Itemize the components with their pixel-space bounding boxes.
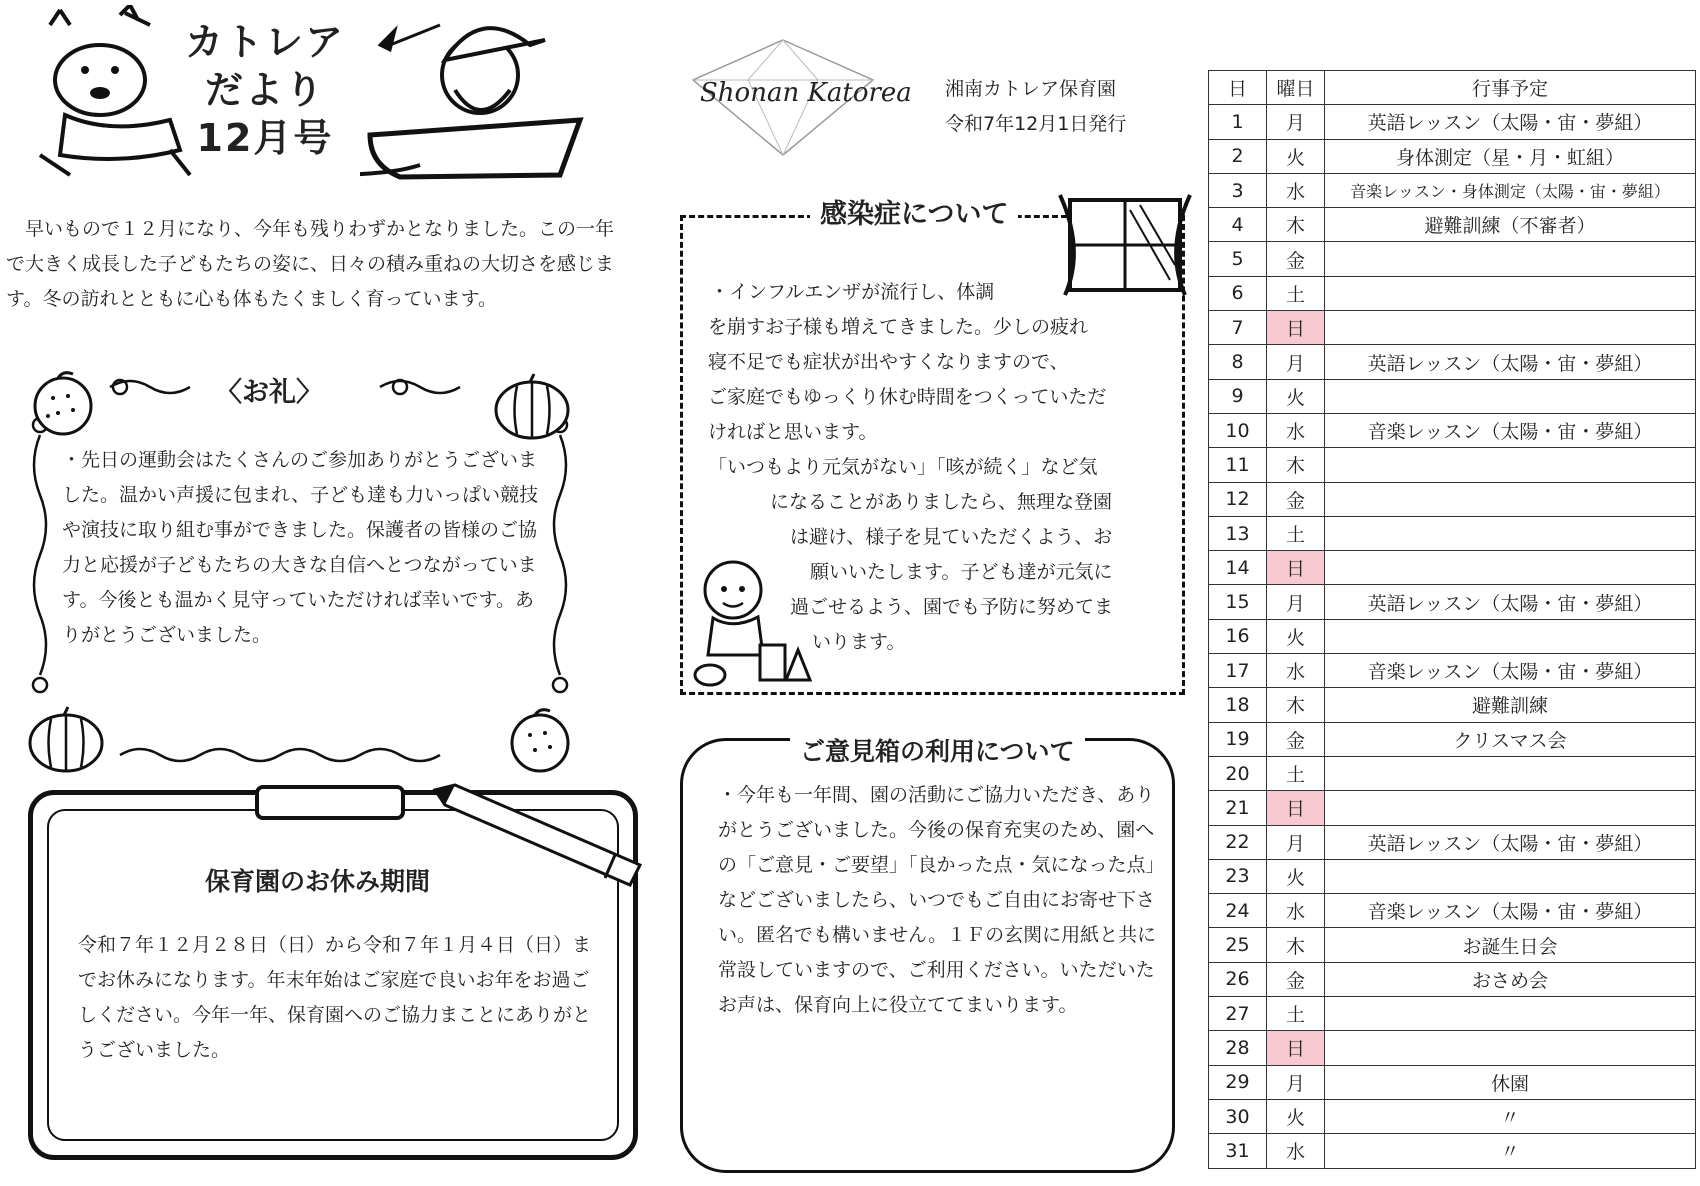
table-row bbox=[1209, 585, 1696, 619]
day-cell: 21 bbox=[1209, 791, 1267, 825]
weekday-cell: 土 bbox=[1267, 997, 1325, 1031]
infection-line: 寝不足でも症状が出やすくなりますので、 bbox=[708, 351, 1069, 373]
header-weekday: 曜日 bbox=[1267, 71, 1325, 105]
table-row bbox=[1209, 1031, 1696, 1065]
window-curtain-icon bbox=[1055, 190, 1195, 300]
issue-date: 令和7年12月1日発行 bbox=[945, 113, 1127, 135]
event-cell: 英語レッスン（太陽・宙・夢組） bbox=[1325, 825, 1696, 859]
day-cell: 7 bbox=[1209, 311, 1267, 345]
event-cell: 〃 bbox=[1325, 1099, 1696, 1133]
day-cell: 30 bbox=[1209, 1099, 1267, 1133]
pumpkin-icon bbox=[492, 372, 572, 442]
weekday-cell: 土 bbox=[1267, 756, 1325, 790]
event-cell: 音楽レッスン（太陽・宙・夢組） bbox=[1325, 654, 1696, 688]
day-cell: 13 bbox=[1209, 516, 1267, 550]
weekday-cell: 金 bbox=[1267, 962, 1325, 996]
intro-paragraph: 早いもので１２月になり、今年も残りわずかとなりました。この一年で大きく成長した子どもたちの姿に、日々の積み重ねの大切さを感じます。冬の訪れとともに心も体もたくましく育っています。 bbox=[6, 218, 615, 310]
weekday-cell: 金 bbox=[1267, 722, 1325, 756]
day-cell: 14 bbox=[1209, 551, 1267, 585]
event-cell: 英語レッスン（太陽・宙・夢組） bbox=[1325, 105, 1696, 139]
day-cell: 10 bbox=[1209, 413, 1267, 447]
event-cell bbox=[1325, 516, 1696, 550]
infection-line: 「いつもより元気がない」「咳が続く」など気 bbox=[708, 456, 1098, 478]
table-row bbox=[1209, 242, 1696, 276]
weekday-cell: 木 bbox=[1267, 448, 1325, 482]
table-row bbox=[1209, 379, 1696, 413]
table-row bbox=[1209, 482, 1696, 516]
day-cell: 29 bbox=[1209, 1065, 1267, 1099]
event-cell bbox=[1325, 997, 1696, 1031]
event-cell: 〃 bbox=[1325, 1134, 1696, 1168]
day-cell: 6 bbox=[1209, 276, 1267, 310]
day-cell: 4 bbox=[1209, 208, 1267, 242]
title-line: カトレア bbox=[184, 20, 345, 64]
weekday-cell: 水 bbox=[1267, 894, 1325, 928]
day-cell: 9 bbox=[1209, 379, 1267, 413]
event-cell: 音楽レッスン（太陽・宙・夢組） bbox=[1325, 413, 1696, 447]
table-row bbox=[1209, 516, 1696, 550]
weekday-cell: 水 bbox=[1267, 654, 1325, 688]
event-cell bbox=[1325, 379, 1696, 413]
infection-line: になることがありましたら、無理な登園 bbox=[770, 491, 1113, 513]
table-row bbox=[1209, 1099, 1696, 1133]
infection-line: ご家庭でもゆっくり休む時間をつくっていただ bbox=[708, 386, 1107, 408]
infection-title: 感染症について bbox=[810, 192, 1018, 231]
event-cell: 避難訓練 bbox=[1325, 688, 1696, 722]
event-cell: 避難訓練（不審者） bbox=[1325, 208, 1696, 242]
weekday-cell: 金 bbox=[1267, 482, 1325, 516]
day-cell: 16 bbox=[1209, 619, 1267, 653]
event-cell bbox=[1325, 1031, 1696, 1065]
weekday-cell: 月 bbox=[1267, 345, 1325, 379]
table-row bbox=[1209, 859, 1696, 893]
table-row bbox=[1209, 756, 1696, 790]
event-cell: 英語レッスン（太陽・宙・夢組） bbox=[1325, 345, 1696, 379]
event-cell: 英語レッスン（太陽・宙・夢組） bbox=[1325, 585, 1696, 619]
table-row bbox=[1209, 1134, 1696, 1168]
day-cell: 12 bbox=[1209, 482, 1267, 516]
day-cell: 25 bbox=[1209, 928, 1267, 962]
infection-line: は避け、様子を見ていただくよう、お bbox=[790, 526, 1113, 548]
table-row bbox=[1209, 791, 1696, 825]
weekday-cell: 金 bbox=[1267, 242, 1325, 276]
day-cell: 27 bbox=[1209, 997, 1267, 1031]
table-row bbox=[1209, 688, 1696, 722]
day-cell: 11 bbox=[1209, 448, 1267, 482]
day-cell: 18 bbox=[1209, 688, 1267, 722]
table-row bbox=[1209, 619, 1696, 653]
table-row bbox=[1209, 276, 1696, 310]
pencil-icon bbox=[425, 780, 645, 890]
weekday-cell: 月 bbox=[1267, 585, 1325, 619]
event-cell: 身体測定（星・月・虹組） bbox=[1325, 139, 1696, 173]
table-row bbox=[1209, 173, 1696, 207]
weekday-cell: 土 bbox=[1267, 516, 1325, 550]
weekday-cell: 火 bbox=[1267, 139, 1325, 173]
title-line: 12月号 bbox=[196, 116, 334, 160]
event-cell bbox=[1325, 791, 1696, 825]
opinion-title: ご意見箱の利用について bbox=[790, 732, 1085, 768]
weekday-cell: 木 bbox=[1267, 928, 1325, 962]
weekday-cell: 火 bbox=[1267, 379, 1325, 413]
day-cell: 17 bbox=[1209, 654, 1267, 688]
table-row bbox=[1209, 1065, 1696, 1099]
org-name: 湘南カトレア保育園 bbox=[945, 78, 1117, 100]
table-row bbox=[1209, 997, 1696, 1031]
day-cell: 26 bbox=[1209, 962, 1267, 996]
day-cell: 23 bbox=[1209, 859, 1267, 893]
infection-line: 過ごせるよう、園でも予防に努めてま bbox=[790, 596, 1114, 618]
holiday-title: 保育園のお休み期間 bbox=[205, 867, 431, 896]
event-cell bbox=[1325, 859, 1696, 893]
weekday-cell: 水 bbox=[1267, 1134, 1325, 1168]
day-cell: 5 bbox=[1209, 242, 1267, 276]
newsletter-title bbox=[150, 18, 380, 162]
infection-line: 願いいたします。子ども達が元気に bbox=[810, 561, 1113, 583]
header-day: 日 bbox=[1209, 71, 1267, 105]
infection-line: ければと思います。 bbox=[708, 421, 878, 443]
santa-sleigh-icon bbox=[360, 5, 610, 185]
table-row bbox=[1209, 825, 1696, 859]
weekday-cell: 月 bbox=[1267, 105, 1325, 139]
event-cell: おさめ会 bbox=[1325, 962, 1696, 996]
event-cell bbox=[1325, 756, 1696, 790]
weekday-cell: 日 bbox=[1267, 1031, 1325, 1065]
weekday-cell: 火 bbox=[1267, 859, 1325, 893]
day-cell: 20 bbox=[1209, 756, 1267, 790]
table-row bbox=[1209, 894, 1696, 928]
table-row bbox=[1209, 345, 1696, 379]
pumpkin-icon bbox=[26, 705, 106, 775]
weekday-cell: 月 bbox=[1267, 1065, 1325, 1099]
event-cell: 音楽レッスン（太陽・宙・夢組） bbox=[1325, 894, 1696, 928]
tangerine-icon bbox=[505, 705, 575, 775]
table-row bbox=[1209, 551, 1696, 585]
table-row bbox=[1209, 311, 1696, 345]
day-cell: 24 bbox=[1209, 894, 1267, 928]
schedule-table bbox=[1208, 70, 1696, 1169]
weekday-cell: 木 bbox=[1267, 208, 1325, 242]
day-cell: 19 bbox=[1209, 722, 1267, 756]
table-row bbox=[1209, 105, 1696, 139]
day-cell: 28 bbox=[1209, 1031, 1267, 1065]
thanks-body: ・先日の運動会はたくさんのご参加ありがとうございました。温かい声援に包まれ、子ども達も力いっぱい競技や演技に取り組む事ができました。保護者の皆様のご協力と応援が子どもたちの大きな自信へとつながっています。今後とも温かく見守っていただければ幸いです。ありがとうございました。 bbox=[62, 449, 539, 646]
weekday-cell: 水 bbox=[1267, 173, 1325, 207]
table-row bbox=[1209, 413, 1696, 447]
table-row bbox=[1209, 208, 1696, 242]
weekday-cell: 日 bbox=[1267, 311, 1325, 345]
weekday-cell: 土 bbox=[1267, 276, 1325, 310]
weekday-cell: 木 bbox=[1267, 688, 1325, 722]
day-cell: 31 bbox=[1209, 1134, 1267, 1168]
event-cell: お誕生日会 bbox=[1325, 928, 1696, 962]
event-cell bbox=[1325, 448, 1696, 482]
weekday-cell: 水 bbox=[1267, 413, 1325, 447]
table-row bbox=[1209, 139, 1696, 173]
header-event: 行事予定 bbox=[1325, 71, 1696, 105]
weekday-cell: 月 bbox=[1267, 825, 1325, 859]
day-cell: 22 bbox=[1209, 825, 1267, 859]
event-cell: 休園 bbox=[1325, 1065, 1696, 1099]
event-cell bbox=[1325, 619, 1696, 653]
day-cell: 8 bbox=[1209, 345, 1267, 379]
thanks-title: 〈お礼〉 bbox=[215, 377, 323, 408]
day-cell: 2 bbox=[1209, 139, 1267, 173]
event-cell: クリスマス会 bbox=[1325, 722, 1696, 756]
org-info bbox=[945, 72, 1126, 142]
weekday-cell: 火 bbox=[1267, 619, 1325, 653]
event-cell: 音楽レッスン・身体測定（太陽・宙・夢組） bbox=[1325, 173, 1696, 207]
table-row bbox=[1209, 722, 1696, 756]
schedule-header-row bbox=[1209, 71, 1696, 105]
event-cell bbox=[1325, 482, 1696, 516]
child-blocks-icon bbox=[688, 555, 813, 690]
weekday-cell: 火 bbox=[1267, 1099, 1325, 1133]
tangerine-icon bbox=[28, 368, 98, 438]
event-cell bbox=[1325, 276, 1696, 310]
weekday-cell: 日 bbox=[1267, 551, 1325, 585]
event-cell bbox=[1325, 242, 1696, 276]
weekday-cell: 日 bbox=[1267, 791, 1325, 825]
table-row bbox=[1209, 448, 1696, 482]
opinion-body: ・今年も一年間、園の活動にご協力いただき、ありがとうございました。今後の保育充実のため、園への「ご意見・ご要望」「良かった点・気になった点」などございましたら、いつでもご自由にお寄せ下さい。匿名でも構いません。１Ｆの玄関に用紙と共に常設していますので、ご利用ください。いただいたお声は、保育向上に役立ててまいります。 bbox=[718, 784, 1165, 1016]
day-cell: 15 bbox=[1209, 585, 1267, 619]
table-row bbox=[1209, 928, 1696, 962]
title-line: だより bbox=[204, 68, 325, 112]
day-cell: 1 bbox=[1209, 105, 1267, 139]
logo-text: Shonan Katorea bbox=[700, 78, 912, 108]
event-cell bbox=[1325, 551, 1696, 585]
table-row bbox=[1209, 962, 1696, 996]
holiday-body: 令和７年１２月２８日（日）から令和７年１月４日（日）までお休みになります。年末年始はご家庭で良いお年をお過ごしください。今年一年、保育園へのご協力まことにありがとうございました。 bbox=[78, 934, 592, 1061]
event-cell bbox=[1325, 311, 1696, 345]
infection-line: いります。 bbox=[812, 631, 906, 653]
day-cell: 3 bbox=[1209, 173, 1267, 207]
infection-line: ・インフルエンザが流行し、体調 bbox=[710, 281, 995, 303]
board-clip bbox=[255, 785, 405, 820]
infection-line: を崩すお子様も増えてきました。少しの疲れ bbox=[708, 316, 1089, 338]
table-row bbox=[1209, 654, 1696, 688]
